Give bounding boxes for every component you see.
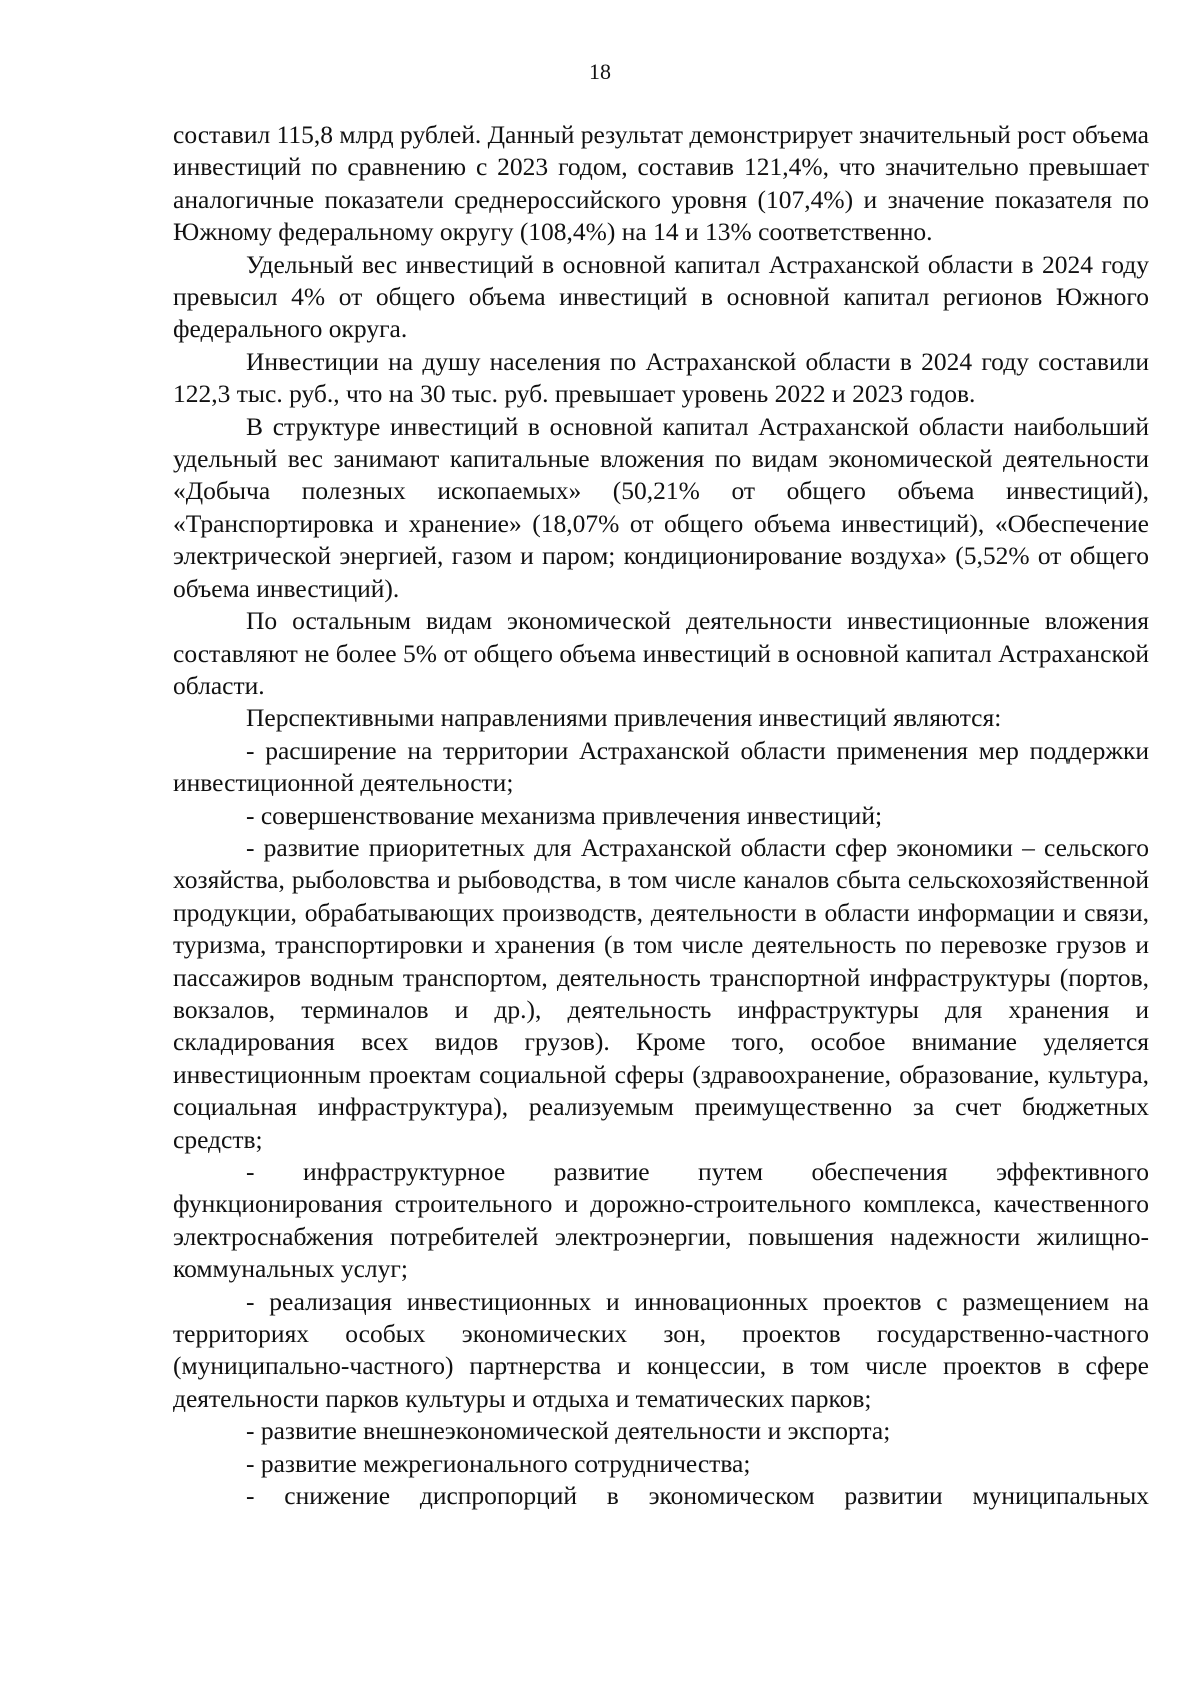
list-item-mechanism: - совершенствование механизма привлечения инвестиций; — [246, 800, 883, 830]
list-item-support-measures: - расширение на территории Астраханской области применения мер поддержки инвестиционной деятельности; — [173, 735, 1149, 798]
list-item-disproportion: - снижение диспропорций в экономическом развитии муниципальных — [246, 1481, 1149, 1511]
list-item-infrastructure: - инфраструктурное развитие путем обеспечения эффективного функционирования строительного и дорожно-строительного комплекса, качественного электроснабжения потребителей электроэнергии, повышения надежности жилищно-коммунальных услуг; — [173, 1157, 1149, 1284]
paragraph-directions-intro: Перспективными направлениями привлечения инвестиций являются: — [246, 703, 1002, 733]
paragraph-other-activities: По остальным видам экономической деятельности инвестиционные вложения составляют не более 5% от общего объема инвестиций в основной капитал Астраханской области. — [173, 606, 1149, 700]
paragraph-share-of-investment: Удельный вес инвестиций в основной капитал Астраханской области в 2024 году превысил 4% от общего объема инвестиций в основной капитал регионов Южного федерального округа. — [173, 249, 1149, 344]
list-item-export: - развитие внешнеэкономической деятельности и экспорта; — [246, 1416, 891, 1446]
paragraph-investment-structure: В структуре инвестиций в основной капитал Астраханской области наибольший удельный вес занимают капитальные вложения по видам экономической деятельности «Добыча полезных ископаемых» (50,21% от общего объема инвестиций), «Транспортировка и хранение» (18,07% от общего объема инвестиций), «Обеспечение электрической энергией, газом и паром; кондиционирование воздуха» (5,52% от общего объема инвестиций). — [173, 411, 1149, 603]
list-item-priority-sectors: - развитие приоритетных для Астраханской области сфер экономики – сельского хозяйства, рыболовства и рыбоводства, в том числе каналов сбыта сельскохозяйственной продукции, обрабатывающих производств, деятельности в области информации и связи, туризма, транспортировки и хранения (в том числе деятельность по перевозке грузов и пассажиров водным транспортом, деятельность транспортной инфраструктуры (портов, вокзалов, терминалов и др.), деятельность инфраструктуры для хранения и складирования всех видов грузов). Кроме того, особое внимание уделяется инвестиционным проектам социальной сферы (здравоохранение, образование, культура, социальная инфраструктура), реализуемым преимущественно за счет бюджетных средств; — [173, 832, 1149, 1154]
list-item-special-zones: - реализация инвестиционных и инновационных проектов с размещением на территориях особых экономических зон, проектов государственно-частного (муниципально-частного) партнерства и концессии, в том числе проектов в сфере деятельности парков культуры и отдыха и тематических парков; — [173, 1286, 1149, 1413]
list-item-interregional: - развитие межрегионального сотрудничества; — [246, 1448, 751, 1478]
document-body — [173, 119, 1149, 1512]
page-number: 18 — [589, 59, 611, 84]
paragraph-per-capita-investment: Инвестиции на душу населения по Астраханской области в 2024 году составили 122,3 тыс. руб., что на 30 тыс. руб. превышает уровень 2022 и 2023 годов. — [173, 346, 1149, 409]
paragraph-investment-growth: составил 115,8 млрд рублей. Данный результат демонстрирует значительный рост объема инвестиций по сравнению с 2023 годом, составив 121,4%, что значительно превышает аналогичные показатели среднероссийского уровня (107,4%) и значение показателя по Южному федеральному округу (108,4%) на 14 и 13% соответственно. — [173, 120, 1149, 247]
